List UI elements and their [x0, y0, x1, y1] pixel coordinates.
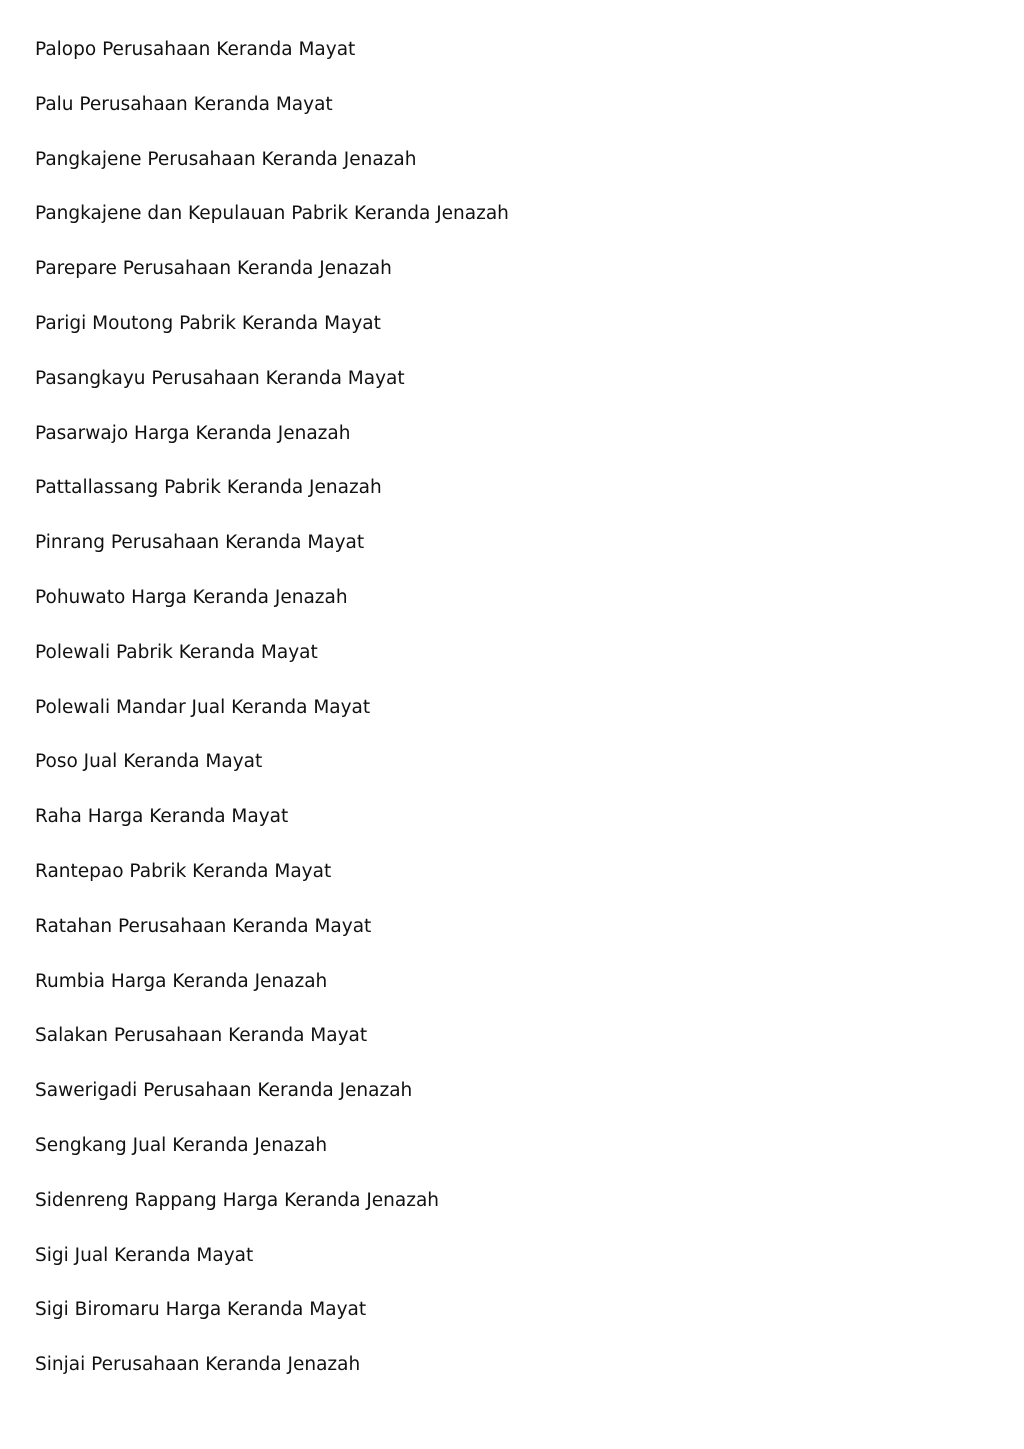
text-line: Sengkang Jual Keranda Jenazah: [35, 1134, 328, 1156]
text-line: Sigi Biromaru Harga Keranda Mayat: [35, 1299, 367, 1321]
text-line: Sinjai Perusahaan Keranda Jenazah: [35, 1354, 361, 1376]
text-line: Pangkajene dan Kepulauan Pabrik Keranda Jenazah: [35, 203, 509, 225]
text-line: Palopo Perusahaan Keranda Mayat: [35, 39, 356, 60]
text-line: Poso Jual Keranda Mayat: [35, 751, 263, 773]
text-line: Parepare Perusahaan Keranda Jenazah: [35, 258, 392, 280]
text-line: Raha Harga Keranda Mayat: [35, 806, 289, 828]
text-line: Polewali Mandar Jual Keranda Mayat: [35, 696, 371, 718]
text-line: Pattallassang Pabrik Keranda Jenazah: [35, 477, 382, 499]
text-line: Rumbia Harga Keranda Jenazah: [35, 970, 328, 992]
text-line: Parigi Moutong Pabrik Keranda Mayat: [35, 312, 381, 334]
text-line: Palu Perusahaan Keranda Mayat: [35, 93, 333, 115]
text-line: Polewali Pabrik Keranda Mayat: [35, 641, 318, 663]
text-line: Sidenreng Rappang Harga Keranda Jenazah: [35, 1189, 440, 1211]
text-line: Pasarwajo Harga Keranda Jenazah: [35, 422, 351, 444]
text-line: Pohuwato Harga Keranda Jenazah: [35, 586, 348, 608]
text-line: Pinrang Perusahaan Keranda Mayat: [35, 532, 365, 554]
text-line-list: [35, 36, 509, 1406]
text-line: Pangkajene Perusahaan Keranda Jenazah: [35, 148, 417, 170]
text-line: Sawerigadi Perusahaan Keranda Jenazah: [35, 1080, 413, 1102]
text-line: Sigi Jual Keranda Mayat: [35, 1244, 254, 1266]
text-line: Rantepao Pabrik Keranda Mayat: [35, 860, 332, 882]
text-line: Salakan Perusahaan Keranda Mayat: [35, 1025, 368, 1047]
text-line: Pasangkayu Perusahaan Keranda Mayat: [35, 367, 405, 389]
text-line: Ratahan Perusahaan Keranda Mayat: [35, 915, 372, 937]
